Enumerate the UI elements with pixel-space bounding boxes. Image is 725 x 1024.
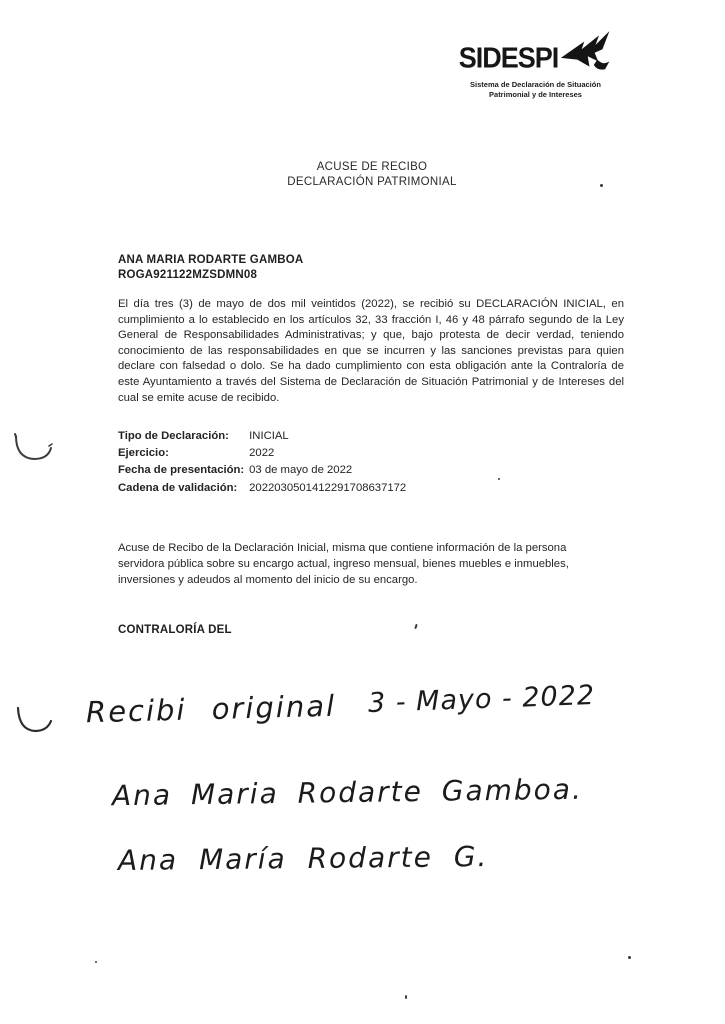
scan-speck: [628, 956, 631, 959]
handwritten-received-note: Recibi original: [85, 688, 337, 730]
sidespi-arrow-bird-icon: [560, 28, 612, 79]
handwritten-date: 3 - Mayo - 2022: [367, 680, 596, 719]
detail-label-tipo: Tipo de Declaración:: [118, 430, 229, 442]
logo-tagline-line2: Patrimonial y de Intereses: [489, 89, 582, 99]
recipient-block: [118, 253, 303, 283]
scan-speck: [498, 478, 500, 480]
scan-artifact-curve-bottom: [14, 702, 56, 743]
declaration-details: [118, 428, 406, 497]
scan-speck: [414, 624, 417, 629]
acuse-paragraph: Acuse de Recibo de la Declaración Inicial, misma que contiene información de la persona servidora pública sobre su encargo actual, ingreso mensual, bienes muebles e inmuebles, inversiones y adeudos al momento del inicio de su encargo.: [118, 542, 569, 586]
handwritten-signature-short: Ana María Rodarte G.: [117, 840, 489, 877]
detail-label-fecha: Fecha de presentación:: [118, 464, 245, 477]
detail-value-fecha: 03 de mayo de 2022: [249, 464, 353, 477]
document-title: [222, 160, 522, 189]
handwritten-signature-full: Ana Maria Rodarte Gamboa.: [111, 772, 584, 813]
title-line-acuse: ACUSE DE RECIBO: [316, 161, 428, 173]
sidespi-logo-text: SIDESPI: [458, 42, 559, 74]
sidespi-logo: [448, 38, 623, 99]
detail-row-cadena: [118, 480, 406, 497]
logo-tagline-line1: Sistema de Declaración de Situación: [470, 80, 601, 89]
main-paragraph: El día tres (3) de mayo de dos mil veintidos (2022), se recibió su DECLARACIÓN INICIAL, en cumplimiento a lo establecido en los artículos 32, 33 fracción I, 46 y 48 párrafo segundo de la Ley General de Responsabilidades Administrativas; y que, bajo protesta de decir verdad, teniendo conocimiento de las responsabilidades en que se incurren y las sanciones previstas para quien declare con falsedad o dolo. Se ha dado cumplimiento con esta obligación ante la Contraloría de este Ayuntamiento a través del Sistema de Declaración de Situación Patrimonial y de Intereses del cual se emite acuse de recibido.: [118, 298, 624, 404]
scan-speck: [95, 961, 97, 963]
detail-row-tipo: [118, 428, 406, 445]
detail-value-tipo: INICIAL: [249, 430, 289, 442]
recipient-name: ANA MARIA RODARTE GAMBOA: [118, 254, 304, 266]
scan-speck: [405, 995, 407, 999]
recipient-curp: ROGA921122MZSDMN08: [118, 269, 258, 281]
detail-row-ejercicio: [118, 445, 406, 462]
detail-label-ejercicio: Ejercicio:: [118, 447, 169, 460]
title-line-declaracion: DECLARACIÓN PATRIMONIAL: [287, 175, 457, 188]
scan-speck: [600, 184, 603, 187]
detail-value-ejercicio: 2022: [249, 447, 275, 460]
contraloria-label: CONTRALORÍA DEL: [118, 624, 232, 636]
scan-artifact-curve-top: [10, 430, 56, 473]
detail-row-fecha: [118, 462, 406, 479]
detail-label-cadena: Cadena de validación:: [118, 481, 238, 494]
detail-value-cadena: 2022030501412291708637172: [249, 481, 407, 494]
